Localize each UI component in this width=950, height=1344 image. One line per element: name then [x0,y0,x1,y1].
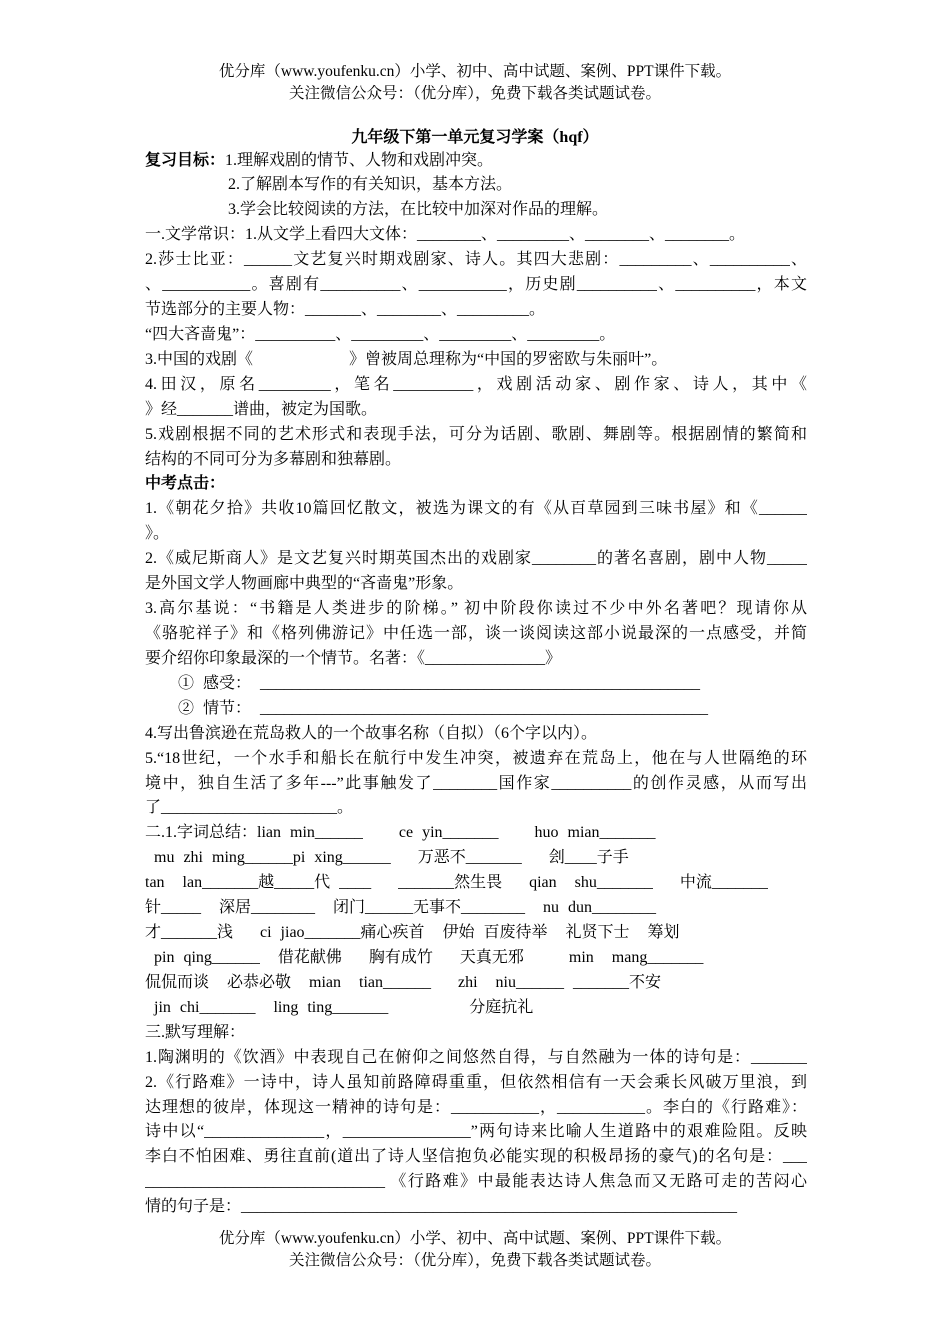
literature-line-3: 、___________。喜剧有__________、___________，历史剧__________、__________，本文 [145,276,807,294]
page-footer [0,1228,950,1272]
dictation-line-4: 诗中以“_______________，________________”两句诗来比喻人生道路中的艰难险阻。反映 [145,1123,807,1141]
vocabulary-line-1: 二.1.字词总结：lian min______ ce yin_______ huo mian_______ [145,824,656,842]
dictation-line-1: 1.陶渊明的《饮酒》中表现自己在俯仰之间悠然自得，与自然融为一体的诗句是：_______ [145,1048,807,1066]
objectives-label: 复习目标： [145,151,226,169]
dictation-line-7: 情的句子是：______________________________________________________________ [145,1198,738,1216]
exam-line-12: 境中，独自生活了多年---”此事触发了________国作家__________的创作灵感，从而写出 [145,774,807,792]
literature-line-4: 节选部分的主要人物：_______、________、_________。 [145,301,546,319]
vocabulary-line-6: pin qing______ 借花献佛 胸有成竹 天真无邪 min mang_______ [145,949,704,966]
dictation-heading: 三.默写理解： [145,1023,246,1041]
exam-line-feeling: ① 感受： _______________________________________________________ [178,674,701,692]
literature-line-6: 3.中国的戏剧《 》曾被周总理称为“中国的罗密欧与朱丽叶”。 [145,350,668,368]
literature-line-9: 5.戏剧根据不同的艺术形式和表现手法，可分为话剧、歌剧、舞剧等。根据剧情的繁简和 [145,425,807,443]
dictation-line-6: ______________________________ 《行路难》中最能表达诗人焦急而又无路可走的苦闷心 [145,1173,807,1191]
exam-line-3: 2.《威尼斯商人》是文艺复兴时期英国杰出的戏剧家________的著名喜剧，剧中人物_____ [145,550,807,568]
footer-line-1: 优分库（www.youfenku.cn）小学、初中、高中试题、案例、PPT课件下载。 [218,1230,732,1247]
exam-line-1: 1.《朝花夕拾》共收10篇回忆散文，被选为课文的有《从百草园到三味书屋》和《______ [145,500,807,518]
objective-1: 1.理解戏剧的情节、人物和戏剧冲突。 [225,151,494,169]
vocabulary-line-2: mu zhi ming______pi xing______ 万恶不_______ 刽____子手 [145,849,629,867]
vocabulary-line-7: 侃侃而谈 必恭必敬 mian tian______ zhi niu______ _______不安 [145,973,661,991]
header-line-1: 优分库（www.youfenku.cn）小学、初中、高中试题、案例、PPT课件下载。 [218,63,732,80]
literature-line-1: 一.文学常识：1.从文学上看四大文体：________、_________、________、________。 [145,226,746,244]
exam-line-13: 了______________________。 [145,799,354,817]
exam-line-4: 是外国文学人物画廊中典型的“吝啬鬼”形象。 [145,575,464,593]
objective-line-1 [145,149,807,174]
vocabulary-line-8: jin chi_______ ling ting_______ 分庭抗礼 [145,998,534,1016]
exam-line-7: 要介绍你印象最深的一个情节。名著：《_______________》 [145,649,562,667]
literature-line-7: 4.田汉，原名_________，笔名__________，戏剧活动家、剧作家、诗人，其中《 [145,375,807,393]
vocabulary-line-5: 才_______浅 ci jiao_______痛心疾首 伊始 百废待举 礼贤下士 筹划 [145,924,680,942]
dictation-line-3: 达理想的彼岸，体现这一精神的诗句是：___________，___________。李白的《行路难》： [145,1098,807,1116]
exam-line-6: 《骆驼祥子》和《格列佛游记》中任选一部，谈一谈阅读这部小说最深的一点感受，并简 [145,625,807,643]
objective-2: 2.了解剧本写作的有关知识，基本方法。 [228,176,513,194]
dictation-line-2: 2.《行路难》一诗中，诗人虽知前路障碍重重，但依然相信有一天会乘长风破万里浪，到 [145,1073,807,1091]
exam-label: 中考点击： [145,475,226,493]
exam-line-2: 》。 [145,525,170,543]
exam-line-11: 5.“18世纪，一个水手和船长在航行中发生冲突，被遗弃在荒岛上，他在与人世隔绝的环 [145,749,807,767]
exam-line-10: 4.写出鲁滨逊在荒岛救人的一个故事名称（自拟）（6个字以内）。 [145,724,598,742]
exam-line-5: 3.高尔基说：“书籍是人类进步的阶梯。” 初中阶段你读过不少中外名著吧？现请你从 [145,600,807,618]
literature-line-8: 》经_______谱曲，被定为国歌。 [145,400,378,418]
header-line-2: 关注微信公众号：（优分库），免费下载各类试题试卷。 [288,85,661,102]
objective-3: 3.学会比较阅读的方法，在比较中加深对作品的理解。 [228,201,609,219]
literature-line-5: “四大吝啬鬼”：__________、_________、_________、_________。 [145,325,616,343]
footer-line-2: 关注微信公众号：（优分库），免费下载各类试题试卷。 [288,1252,661,1269]
page-header [0,61,950,105]
document-title: 九年级下第一单元复习学案（hqf） [351,129,599,146]
vocabulary-line-4: 针_____ 深居________ 闭门______无事不________ nu dun________ [145,899,657,917]
literature-line-2: 2.莎士比亚：______文艺复兴时期戏剧家、诗人。其四大悲剧：_________、__________、 [145,251,807,269]
vocabulary-line-3: tan lan_______越_____代 ____ _______然生畏 qian shu_______ 中流_______ [145,874,768,892]
exam-line-plot: ② 情节： ________________________________________________________ [178,699,709,717]
document-body [145,149,807,1221]
dictation-line-5: 李白不怕困难、勇往直前(道出了诗人坚信抱负必能实现的积极昂扬的豪气)的名句是：___ [145,1148,807,1166]
literature-line-10: 结构的不同可分为多幕剧和独幕剧。 [145,450,402,468]
